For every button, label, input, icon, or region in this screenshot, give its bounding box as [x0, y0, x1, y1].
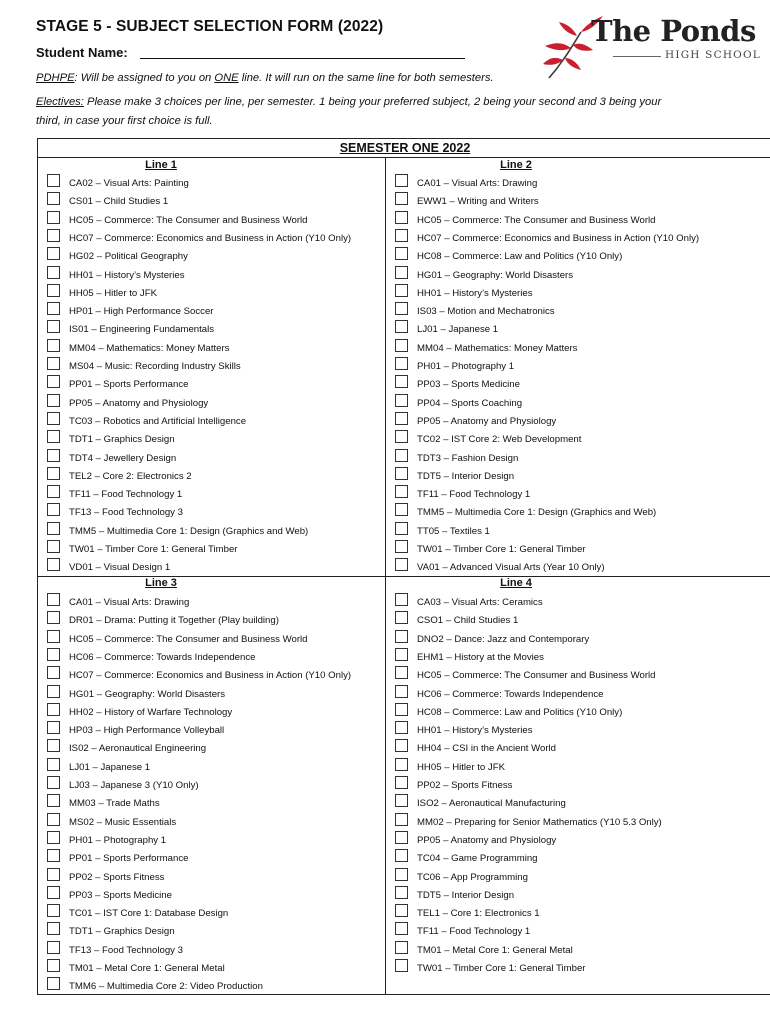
subject-label: PP03 – Sports Medicine	[417, 379, 520, 391]
subject-label: LJ03 – Japanese 3 (Y10 Only)	[69, 780, 199, 791]
electives-note	[36, 93, 726, 131]
subject-checkbox[interactable]	[47, 522, 60, 535]
subject-label: HC05 – Commerce: The Consumer and Business World	[69, 633, 308, 645]
subject-label: HC07 – Commerce: Economics and Business in Action (Y10 Only)	[69, 670, 352, 682]
subject-label: TMM6 – Multimedia Core 2: Video Production	[69, 981, 263, 993]
subject-checkbox[interactable]	[47, 247, 60, 260]
subject-label: PP02 – Sports Fitness	[69, 871, 165, 883]
logo-title: The Ponds	[591, 14, 756, 48]
subject-checkbox[interactable]	[47, 703, 60, 716]
subject-checkbox[interactable]	[47, 977, 60, 990]
subject-checkbox[interactable]	[395, 739, 408, 752]
subject-checkbox[interactable]	[47, 739, 60, 752]
subject-label: TEL2 – Core 2: Electronics 2	[69, 470, 192, 482]
line-3-title: Line 3	[145, 577, 177, 589]
logo-rule	[613, 56, 661, 57]
school-logo	[541, 12, 761, 84]
subject-checkbox[interactable]	[395, 211, 408, 224]
line-2-title: Line 2	[500, 159, 532, 171]
subject-checkbox[interactable]	[47, 375, 60, 388]
selection-form	[37, 138, 770, 995]
subject-checkbox[interactable]	[47, 503, 60, 516]
subject-label: PP01 – Sports Performance	[69, 379, 189, 391]
subject-label: EWW1 – Writing and Writers	[417, 196, 539, 208]
subject-label: MM04 – Mathematics: Money Matters	[69, 342, 230, 354]
subject-label: TF11 – Food Technology 1	[69, 489, 183, 501]
subject-label: HC05 – Commerce: The Consumer and Business World	[417, 214, 656, 226]
subject-label: PP03 – Sports Medicine	[69, 889, 172, 901]
subject-checkbox[interactable]	[395, 666, 408, 679]
page-title: STAGE 5 - SUBJECT SELECTION FORM (2022)	[36, 18, 384, 35]
subject-label: CA01 – Visual Arts: Drawing	[417, 178, 538, 189]
pdhpe-one: ONE	[214, 72, 239, 84]
subject-label: TC03 – Robotics and Artificial Intelligence	[69, 415, 247, 427]
subject-checkbox[interactable]	[395, 302, 408, 315]
subject-label: HG01 – Geography: World Disasters	[69, 688, 226, 700]
subject-label: TW01 – Timber Core 1: General Timber	[69, 544, 238, 555]
subject-label: LJ01 – Japanese 1	[69, 761, 151, 773]
subject-label: TF11 – Food Technology 1	[417, 489, 531, 501]
subject-label: TEL1 – Core 1: Electronics 1	[417, 908, 540, 920]
subject-checkbox[interactable]	[395, 630, 408, 643]
subject-label: HH01 – History’s Mysteries	[417, 287, 533, 299]
subject-checkbox[interactable]	[395, 320, 408, 333]
subject-checkbox[interactable]	[47, 868, 60, 881]
subject-label: DR01 – Drama: Putting it Together (Play building)	[69, 615, 279, 627]
subject-label: TT05 – Textiles 1	[417, 525, 490, 537]
subject-checkbox[interactable]	[47, 941, 60, 954]
subject-checkbox[interactable]	[47, 922, 60, 935]
subject-checkbox[interactable]	[395, 485, 408, 498]
subject-label: PH01 – Photography 1	[417, 361, 515, 372]
subject-checkbox[interactable]	[47, 266, 60, 279]
subject-label: MM03 – Trade Maths	[69, 798, 160, 810]
subject-checkbox[interactable]	[395, 959, 408, 972]
subject-checkbox[interactable]	[395, 941, 408, 954]
subject-label: HC05 – Commerce: The Consumer and Business World	[417, 670, 656, 682]
subject-checkbox[interactable]	[395, 357, 408, 370]
subject-label: DNO2 – Dance: Jazz and Contemporary	[417, 633, 590, 645]
subject-checkbox[interactable]	[395, 648, 408, 661]
subject-label: TC02 – IST Core 2: Web Development	[417, 434, 582, 446]
subject-checkbox[interactable]	[395, 685, 408, 698]
subject-checkbox[interactable]	[395, 412, 408, 425]
subject-label: TW01 – Timber Core 1: General Timber	[417, 544, 586, 555]
subject-label: CA02 – Visual Arts: Painting	[69, 178, 189, 189]
subject-label: CA03 – Visual Arts: Ceramics	[417, 597, 543, 608]
electives-text-1: Please make 3 choices per line, per semester. 1 being your preferred subject, 2 being your second and 3 being your	[83, 96, 662, 108]
subject-label: HH05 – Hitler to JFK	[417, 761, 505, 773]
subject-checkbox[interactable]	[47, 394, 60, 407]
subject-label: HH02 – History of Warfare Technology	[69, 706, 233, 718]
subject-label: TF11 – Food Technology 1	[417, 926, 531, 938]
subject-checkbox[interactable]	[395, 813, 408, 826]
subject-label: HC08 – Commerce: Law and Politics (Y10 Only)	[417, 251, 623, 263]
subject-label: IS02 – Aeronautical Engineering	[69, 743, 207, 755]
subject-checkbox[interactable]	[395, 904, 408, 917]
subject-checkbox[interactable]	[47, 284, 60, 297]
subject-checkbox[interactable]	[395, 375, 408, 388]
subject-checkbox[interactable]	[47, 412, 60, 425]
subject-checkbox[interactable]	[47, 339, 60, 352]
subject-checkbox[interactable]	[47, 685, 60, 698]
subject-checkbox[interactable]	[395, 721, 408, 734]
pdhpe-text-2: line. It will run on the same line for both semesters.	[238, 72, 494, 84]
subject-label: TC06 – App Programming	[417, 871, 528, 883]
subject-label: PP01 – Sports Performance	[69, 853, 189, 865]
subject-checkbox[interactable]	[47, 593, 60, 606]
subject-label: TMM5 – Multimedia Core 1: Design (Graphics and Web)	[69, 525, 309, 537]
subject-checkbox[interactable]	[47, 813, 60, 826]
line-1-title: Line 1	[145, 159, 177, 171]
subject-label: HG01 – Geography: World Disasters	[417, 269, 574, 281]
subject-checkbox[interactable]	[395, 522, 408, 535]
subject-label: HC07 – Commerce: Economics and Business in Action (Y10 Only)	[69, 232, 352, 244]
subject-checkbox[interactable]	[47, 320, 60, 333]
subject-checkbox[interactable]	[47, 721, 60, 734]
subject-checkbox[interactable]	[47, 357, 60, 370]
subject-checkbox[interactable]	[47, 758, 60, 771]
subject-label: ISO2 – Aeronautical Manufacturing	[417, 798, 566, 810]
subject-label: HC07 – Commerce: Economics and Business in Action (Y10 Only)	[417, 232, 700, 244]
subject-checkbox[interactable]	[395, 593, 408, 606]
subject-label: HH01 – History’s Mysteries	[69, 269, 185, 281]
subject-checkbox[interactable]	[395, 922, 408, 935]
subject-checkbox[interactable]	[395, 776, 408, 789]
subject-checkbox[interactable]	[395, 540, 408, 553]
subject-checkbox[interactable]	[47, 776, 60, 789]
subject-label: VD01 – Visual Design 1	[69, 562, 171, 574]
subject-checkbox[interactable]	[395, 503, 408, 516]
subject-checkbox[interactable]	[47, 211, 60, 224]
subject-checkbox[interactable]	[47, 849, 60, 862]
subject-checkbox[interactable]	[47, 192, 60, 205]
subject-checkbox[interactable]	[395, 174, 408, 187]
subject-checkbox[interactable]	[47, 430, 60, 443]
subject-label: PP05 – Anatomy and Physiology	[417, 415, 557, 427]
subject-label: TF13 – Food Technology 3	[69, 944, 183, 956]
subject-checkbox[interactable]	[47, 540, 60, 553]
subject-label: PP04 – Sports Coaching	[417, 397, 523, 409]
semester-divider	[38, 157, 770, 158]
subject-checkbox[interactable]	[47, 904, 60, 917]
subject-label: EHM1 – History at the Movies	[417, 651, 544, 663]
subject-checkbox[interactable]	[47, 630, 60, 643]
subject-checkbox[interactable]	[395, 758, 408, 771]
subject-label: HC06 – Commerce: Towards Independence	[69, 651, 256, 663]
subject-checkbox[interactable]	[395, 339, 408, 352]
subject-checkbox[interactable]	[395, 430, 408, 443]
subject-checkbox[interactable]	[395, 558, 408, 571]
subject-label: MS02 – Music Essentials	[69, 816, 177, 828]
logo-subtitle: HIGH SCHOOL	[665, 49, 761, 61]
subject-label: TDT5 – Interior Design	[417, 470, 515, 482]
subject-checkbox[interactable]	[47, 959, 60, 972]
subject-checkbox[interactable]	[395, 192, 408, 205]
subject-label: CS01 – Child Studies 1	[69, 196, 169, 208]
subject-checkbox[interactable]	[395, 247, 408, 260]
subject-label: MS04 – Music: Recording Industry Skills	[69, 361, 241, 372]
subject-checkbox[interactable]	[47, 467, 60, 480]
subject-label: PP02 – Sports Fitness	[417, 780, 513, 791]
subject-checkbox[interactable]	[395, 611, 408, 624]
subject-label: CA01 – Visual Arts: Drawing	[69, 597, 190, 608]
student-name-field[interactable]	[140, 58, 465, 59]
subject-checkbox[interactable]	[47, 174, 60, 187]
subject-label: TC01 – IST Core 1: Database Design	[69, 908, 229, 920]
electives-text-2: third, in case your first choice is full.	[36, 115, 213, 127]
subject-label: MM02 – Preparing for Senior Mathematics (Y10 5.3 Only)	[417, 816, 662, 828]
subject-checkbox[interactable]	[47, 485, 60, 498]
subject-checkbox[interactable]	[395, 794, 408, 807]
subject-checkbox[interactable]	[47, 886, 60, 899]
semester-title: SEMESTER ONE 2022	[339, 141, 471, 155]
subject-checkbox[interactable]	[47, 302, 60, 315]
subject-label: MM04 – Mathematics: Money Matters	[417, 342, 578, 354]
subject-label: TMM5 – Multimedia Core 1: Design (Graphics and Web)	[417, 507, 657, 519]
subject-label: TM01 – Metal Core 1: General Metal	[417, 944, 573, 956]
subject-label: HP03 – High Performance Volleyball	[69, 725, 225, 737]
subject-label: IS01 – Engineering Fundamentals	[69, 324, 215, 336]
subject-checkbox[interactable]	[395, 266, 408, 279]
subject-label: HH04 – CSI in the Ancient World	[417, 743, 557, 755]
subject-label: TDT1 – Graphics Design	[69, 926, 175, 938]
pdhpe-text-1: : Will be assigned to you on	[74, 72, 215, 84]
subject-label: TF13 – Food Technology 3	[69, 507, 183, 519]
subject-label: TC04 – Game Programming	[417, 853, 538, 865]
subject-label: HC08 – Commerce: Law and Politics (Y10 Only)	[417, 706, 623, 718]
subject-label: HP01 – High Performance Soccer	[69, 306, 214, 318]
line-4-title: Line 4	[500, 577, 532, 589]
subject-checkbox[interactable]	[395, 703, 408, 716]
subject-label: TM01 – Metal Core 1: General Metal	[69, 963, 225, 974]
subject-label: PH01 – Photography 1	[69, 834, 167, 846]
subject-label: LJ01 – Japanese 1	[417, 324, 499, 336]
subject-label: IS03 – Motion and Mechatronics	[417, 306, 555, 318]
subject-checkbox[interactable]	[395, 868, 408, 881]
pdhpe-label: PDHPE	[36, 72, 75, 84]
subject-label: TDT1 – Graphics Design	[69, 434, 175, 446]
subject-label: TDT5 – Interior Design	[417, 889, 515, 901]
student-name-label: Student Name:	[36, 45, 128, 60]
subject-checkbox[interactable]	[395, 449, 408, 462]
subject-checkbox[interactable]	[47, 611, 60, 624]
subject-label: VA01 – Advanced Visual Arts (Year 10 Only)	[417, 562, 605, 574]
subject-checkbox[interactable]	[47, 229, 60, 242]
subject-checkbox[interactable]	[395, 229, 408, 242]
subject-label: HH05 – Hitler to JFK	[69, 287, 157, 299]
subject-checkbox[interactable]	[47, 648, 60, 661]
subject-checkbox[interactable]	[47, 666, 60, 679]
subject-checkbox[interactable]	[47, 449, 60, 462]
subject-label: HH01 – History’s Mysteries	[417, 725, 533, 737]
subject-checkbox[interactable]	[395, 831, 408, 844]
subject-label: PP05 – Anatomy and Physiology	[417, 834, 557, 846]
subject-label: HG02 – Political Geography	[69, 251, 188, 263]
subject-label: HC05 – Commerce: The Consumer and Business World	[69, 214, 308, 226]
subject-label: HC06 – Commerce: Towards Independence	[417, 688, 604, 700]
subject-checkbox[interactable]	[47, 794, 60, 807]
subject-checkbox[interactable]	[47, 558, 60, 571]
subject-label: PP05 – Anatomy and Physiology	[69, 397, 209, 409]
subject-checkbox[interactable]	[395, 849, 408, 862]
subject-checkbox[interactable]	[47, 831, 60, 844]
subject-checkbox[interactable]	[395, 467, 408, 480]
subject-label: TW01 – Timber Core 1: General Timber	[417, 963, 586, 974]
subject-label: CSO1 – Child Studies 1	[417, 615, 519, 627]
subject-checkbox[interactable]	[395, 886, 408, 899]
subject-checkbox[interactable]	[395, 284, 408, 297]
electives-label: Electives:	[36, 96, 84, 108]
subject-checkbox[interactable]	[395, 394, 408, 407]
subject-label: TDT3 – Fashion Design	[417, 452, 519, 464]
subject-label: TDT4 – Jewellery Design	[69, 452, 177, 464]
